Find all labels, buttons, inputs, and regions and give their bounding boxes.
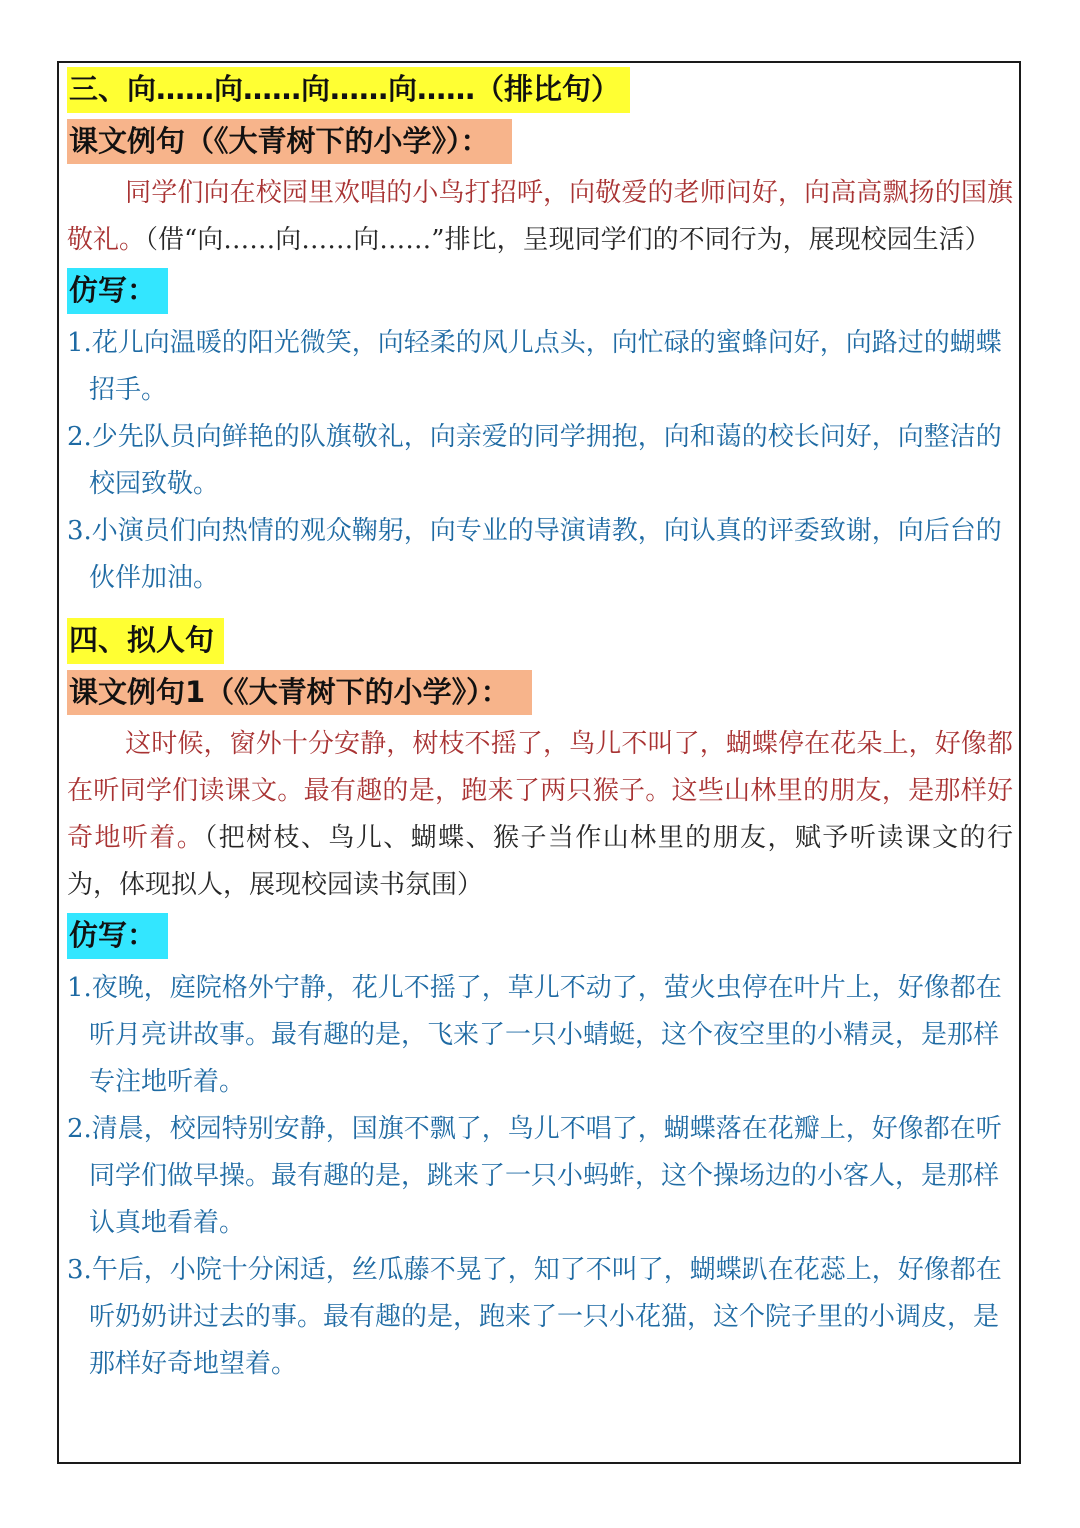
example-paragraph xyxy=(67,721,1013,909)
section-heading: 三、向……向……向……向……（排比句） xyxy=(67,67,630,113)
imitation-item: 2.少先队员向鲜艳的队旗敬礼，向亲爱的同学拥抱，向和蔼的校长问好，向整洁的校园致敬。 xyxy=(67,422,1002,500)
imitation-item: 1.夜晚，庭院格外宁静，花儿不摇了，草儿不动了，萤火虫停在叶片上，好像都在听月亮讲故事。最有趣的是，飞来了一只小蜻蜓，这个夜空里的小精灵，是那样专注地听着。 xyxy=(67,973,1002,1098)
imitation-item: 3.午后，小院十分闲适，丝瓜藤不晃了，知了不叫了，蝴蝶趴在花蕊上，好像都在听奶奶讲过去的事。最有趣的是，跑来了一只小花猫，这个院子里的小调皮，是那样好奇地望着。 xyxy=(67,1255,1002,1380)
example-note: （借“向……向……向……”排比，呈现同学们的不同行为，展现校园生活） xyxy=(145,225,991,256)
section-heading: 四、拟人句 xyxy=(67,618,224,664)
example-quote: 同学们向在校园里欢唱的小鸟打招呼，向敬爱的老师问好，向高高飘扬的国旗敬礼。 xyxy=(67,178,1013,256)
imitate-label: 仿写： xyxy=(67,913,168,959)
example-paragraph xyxy=(67,170,1013,264)
document-frame xyxy=(57,61,1021,1464)
example-label: 课文例句（《大青树下的小学》）： xyxy=(67,119,512,165)
imitation-item: 3.小演员们向热情的观众鞠躬，向专业的导演请教，向认真的评委致谢，向后台的伙伴加油。 xyxy=(67,516,1002,594)
imitation-list xyxy=(67,320,1013,602)
example-quote: 这时候，窗外十分安静，树枝不摇了，鸟儿不叫了，蝴蝶停在花朵上，好像都在听同学们读课文。最有趣的是，跑来了两只猴子。这些山林里的朋友，是那样好奇地听着。 xyxy=(67,729,1013,854)
imitation-item: 2.清晨，校园特别安静，国旗不飘了，鸟儿不唱了，蝴蝶落在花瓣上，好像都在听同学们做早操。最有趣的是，跳来了一只小蚂蚱，这个操场边的小客人，是那样认真地看着。 xyxy=(67,1114,1002,1239)
document-content xyxy=(67,67,1013,1394)
example-note: （把树枝、鸟儿、蝴蝶、猴子当作山林里的朋友，赋予听读课文的行为，体现拟人，展现校园读书氛围） xyxy=(67,823,1013,901)
section-parallelism xyxy=(67,67,1013,602)
example-label: 课文例句1（《大青树下的小学》）： xyxy=(67,670,532,716)
imitate-label: 仿写： xyxy=(67,268,168,314)
imitation-list xyxy=(67,965,1013,1388)
section-personification xyxy=(67,618,1013,1388)
imitation-item: 1.花儿向温暖的阳光微笑，向轻柔的风儿点头，向忙碌的蜜蜂问好，向路过的蝴蝶招手。 xyxy=(67,328,1002,406)
